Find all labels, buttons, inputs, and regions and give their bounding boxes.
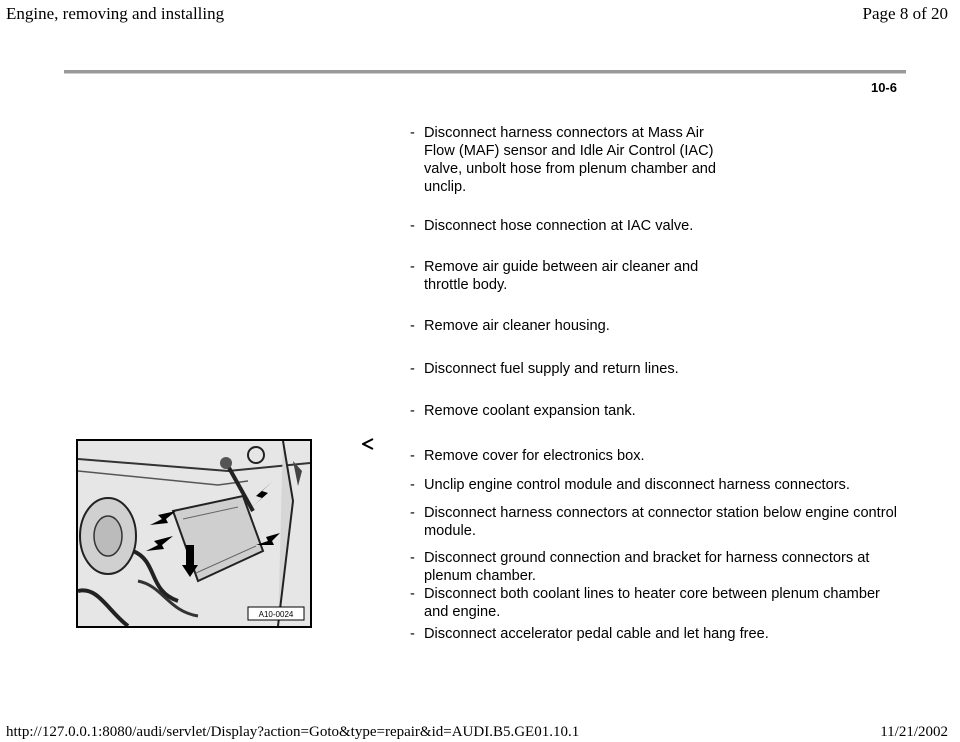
step-text: Unclip engine control module and disconnect harness connectors. [424,477,850,493]
step-text: Disconnect harness connectors at Mass Air Flow (MAF) sensor and Idle Air Control (IAC) valve, unbolt hose from plenum chamber and unclip. [424,125,717,195]
step-dash: - [410,403,415,419]
step-dash: - [410,218,415,234]
procedure-step [410,504,900,540]
step-text: Disconnect accelerator pedal cable and let hang free. [424,626,769,642]
footer-date: 11/21/2002 [880,724,948,740]
step-dash: - [410,318,415,334]
figure-label: A10-0024 [258,610,294,619]
procedure-step [410,217,730,235]
procedure-step [410,625,900,643]
step-dash: - [410,477,415,493]
procedure-step [410,258,730,294]
step-dash: - [410,550,415,566]
procedure-step [410,360,730,378]
page-indicator: Page 8 of 20 [862,4,948,23]
step-text: Disconnect ground connection and bracket for harness connectors at plenum chamber. [424,550,870,584]
step-text: Disconnect both coolant lines to heater core between plenum chamber and engine. [424,586,880,620]
engine-bay-illustration [76,439,312,628]
step-dash: - [410,505,415,521]
step-dash: - [410,448,415,464]
procedure-step [410,317,730,335]
document-title: Engine, removing and installing [6,4,225,23]
step-text: Remove coolant expansion tank. [424,403,636,419]
step-text: Remove cover for electronics box. [424,448,645,464]
procedure-step [410,549,900,585]
procedure-step [410,402,730,420]
step-dash: - [410,125,415,141]
step-text: Disconnect harness connectors at connector station below engine control module. [424,505,897,539]
step-text: Disconnect hose connection at IAC valve. [424,218,694,234]
step-dash: - [410,259,415,275]
procedure-step [410,124,730,196]
step-text: Remove air cleaner housing. [424,318,610,334]
footer-url: http://127.0.0.1:8080/audi/servlet/Display?action=Goto&type=repair&id=AUDI.B5.GE01.10.1 [6,724,580,740]
procedure-step [410,585,900,621]
procedure-step [410,447,900,465]
step-text: Disconnect fuel supply and return lines. [424,361,679,377]
step-dash: - [410,361,415,377]
step-dash: - [410,626,415,642]
step-dash: - [410,586,415,602]
procedure-step [410,476,900,494]
section-page-code: 10-6 [870,80,897,95]
header-divider [64,70,906,74]
left-arrow-icon [362,437,374,449]
step-text: Remove air guide between air cleaner and throttle body. [424,259,699,293]
